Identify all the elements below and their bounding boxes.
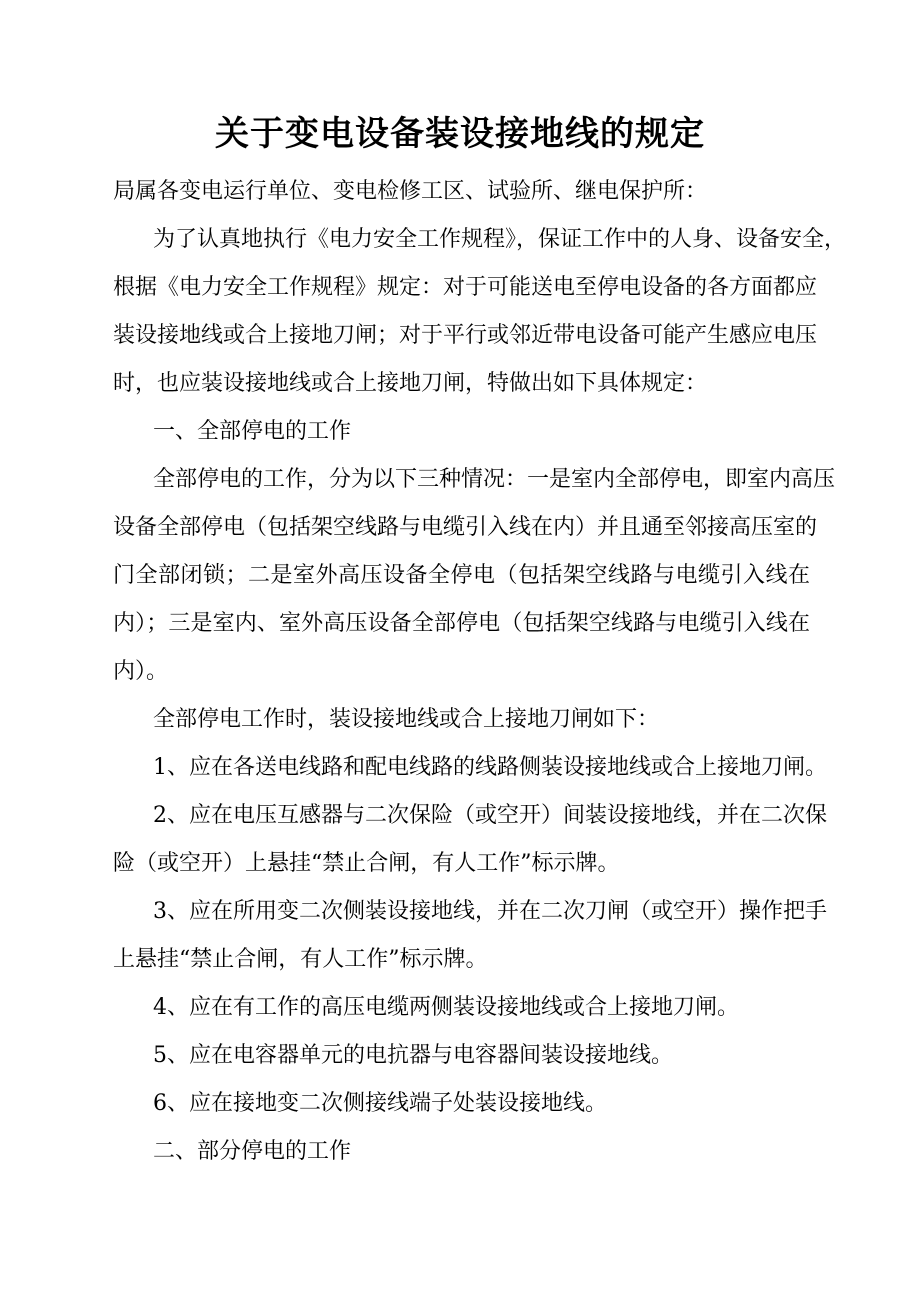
text-line: 全部停电的工作，分为以下三种情况：一是室内全部停电，即室内高压 xyxy=(153,467,836,492)
text-line: 时，也应装设接地线或合上接地刀闸，特做出如下具体规定： xyxy=(113,371,708,396)
text-line: 二、部分停电的工作 xyxy=(153,1139,352,1164)
text-line: 4、应在有工作的高压电缆两侧装设接地线或合上接地刀闸。 xyxy=(153,995,739,1020)
text-line: 一、全部停电的工作 xyxy=(153,419,352,444)
text-line: 6、应在接地变二次侧接线端子处装设接地线。 xyxy=(153,1091,607,1116)
text-line: 门全部闭锁；二是室外高压设备全停电（包括架空线路与电缆引入线在 xyxy=(113,563,810,588)
text-line: 内）；三是室内、室外高压设备全部停电（包括架空线路与电缆引入线在 xyxy=(113,611,810,636)
text-line: 装设接地线或合上接地刀闸；对于平行或邻近带电设备可能产生感应电压 xyxy=(113,323,818,348)
text-line: 根据《电力安全工作规程》规定：对于可能送电至停电设备的各方面都应 xyxy=(113,275,818,300)
text-line: 5、应在电容器单元的电抗器与电容器间装设接地线。 xyxy=(153,1043,673,1068)
text-line: 1、应在各送电线路和配电线路的线路侧装设接地线或合上接地刀闸。 xyxy=(153,755,827,780)
text-line: 2、应在电压互感器与二次保险（或空开）间装设接地线，并在二次保 xyxy=(153,803,827,828)
document-title: 关于变电设备装设接地线的规定 xyxy=(215,114,705,154)
text-line: 设备全部停电（包括架空线路与电缆引入线在内）并且通至邻接高压室的 xyxy=(113,515,818,540)
text-line: 险（或空开）上悬挂“禁止合闸，有人工作”标示牌。 xyxy=(113,851,620,876)
document-body xyxy=(113,168,847,1176)
text-line: 上悬挂“禁止合闸，有人工作”标示牌。 xyxy=(113,947,488,972)
text-line: 局属各变电运行单位、变电检修工区、试验所、继电保护所： xyxy=(113,179,708,204)
text-line: 为了认真地执行《电力安全工作规程》，保证工作中的人身、设备安全， xyxy=(153,227,847,252)
text-line: 3、应在所用变二次侧装设接地线，并在二次刀闸（或空开）操作把手 xyxy=(153,899,827,924)
text-line: 内）。 xyxy=(113,659,169,684)
text-line: 全部停电工作时，装设接地线或合上接地刀闸如下： xyxy=(153,707,660,732)
